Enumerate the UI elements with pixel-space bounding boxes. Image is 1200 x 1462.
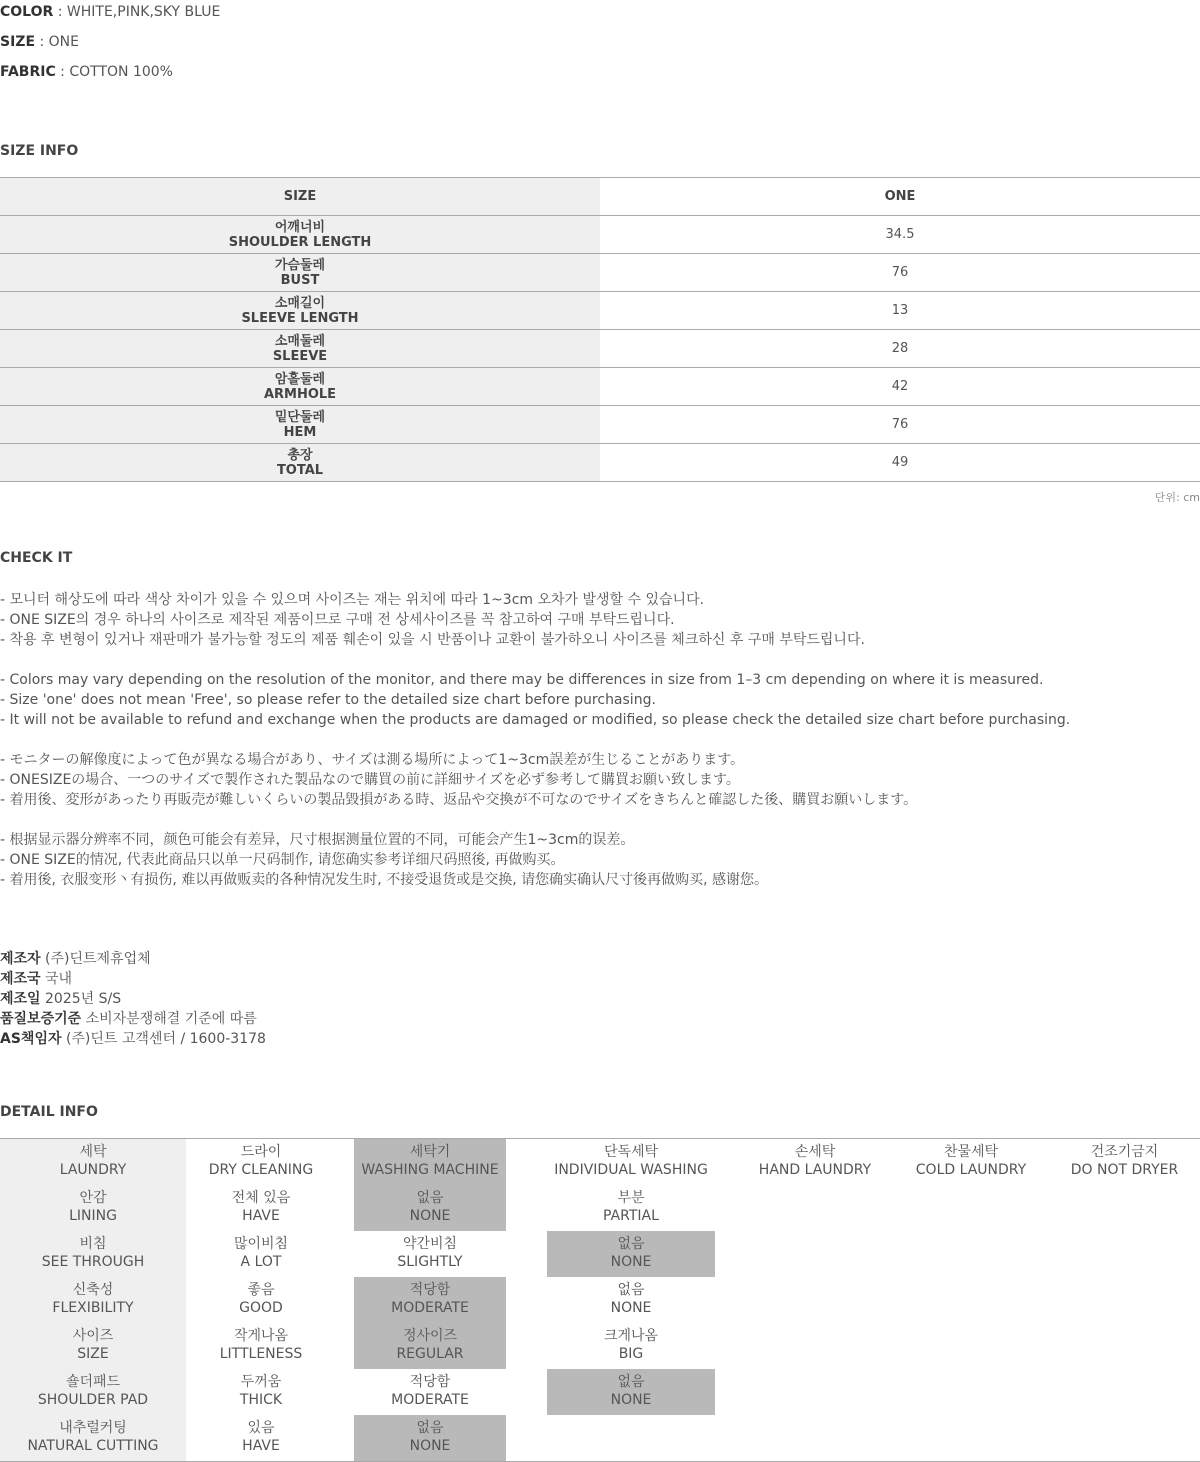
size-label-en: HEM [283,424,317,440]
detail-cell-ko: 많이비침 [233,1236,289,1252]
detail-cell-en: SIZE [77,1346,109,1362]
detail-cell-ko: 좋음 [247,1282,275,1298]
size-row-label [0,254,600,292]
size-label-en: SLEEVE LENGTH [241,310,359,326]
note-line: - ONE SIZE의 경우 하나의 사이즈로 제작된 제품이므로 구매 전 상세사이즈를 꼭 참고하여 구매 부탁드립니다. [0,612,675,628]
notes-group-chinese [0,830,1200,890]
detail-cell-ko: 안감 [79,1190,107,1206]
detail-info-title: DETAIL INFO [0,1104,98,1120]
detail-cell-en: HAVE [242,1208,280,1224]
detail-cell-ko: 비침 [79,1236,107,1252]
size-info-title: SIZE INFO [0,143,79,159]
detail-option-selected [354,1277,506,1323]
detail-cell-ko: 세탁 [79,1144,107,1160]
note-line: - Size 'one' does not mean 'Free', so please refer to the detailed size chart before purchasing. [0,692,656,708]
detail-cell-en: WASHING MACHINE [361,1162,499,1178]
check-it-title: CHECK IT [0,550,73,566]
detail-cell-en: DO NOT DRYER [1070,1162,1179,1178]
manufacturer-info [0,949,266,1049]
detail-cell-ko: 신축성 [72,1282,114,1298]
detail-option [186,1185,336,1231]
detail-info-table [0,1138,1200,1462]
spec-label: SIZE [0,34,36,50]
note-line: - 착용 후 변형이 있거나 재판매가 불가능할 정도의 제품 훼손이 있을 시 반품이나 교환이 불가하오니 사이즈를 체크하신 후 구매 부탁드립니다. [0,632,865,648]
detail-cell-ko: 없음 [617,1374,645,1390]
detail-option [186,1369,336,1415]
maker-value: (주)딘트 고객센터 / 1600-3178 [61,1031,266,1047]
size-label-ko: 밑단둘레 [274,409,326,425]
detail-cell-en: NONE [409,1438,451,1454]
detail-option [354,1369,506,1415]
detail-option-selected [547,1369,715,1415]
note-line: - 着用後, 衣服变形丶有损伤, 难以再做贩卖的各种情况发生时, 不接受退货或是交换, 请您确实确认尺寸後再做购买, 感谢您。 [0,872,769,888]
size-row-label [0,368,600,406]
size-row-value: 76 [600,254,1200,292]
detail-option [547,1185,715,1231]
maker-label: 제조자 [0,951,41,967]
table-row [0,178,1200,216]
detail-cell-ko: 건조기금지 [1090,1144,1159,1160]
maker-value: 국내 [40,971,73,987]
detail-cell-en: NONE [610,1254,652,1270]
detail-cell-ko: 두꺼움 [240,1374,282,1390]
detail-option [186,1415,336,1461]
detail-cell-ko: 적당함 [409,1282,451,1298]
detail-cell-ko: 전체 있음 [231,1190,291,1206]
detail-cell-ko: 손세탁 [794,1144,836,1160]
detail-cell-en: SHOULDER PAD [37,1392,149,1408]
maker-label: 품질보증기준 [0,1011,82,1027]
notes-group-japanese [0,750,1200,810]
size-label-en: BUST [280,272,320,288]
size-label-en: SLEEVE [272,348,328,364]
spec-fabric [0,64,173,80]
size-row-label [0,406,600,444]
detail-cell-en: HAVE [242,1438,280,1454]
table-row [0,292,1200,330]
detail-cell-ko: 없음 [617,1236,645,1252]
detail-option [547,1323,715,1369]
size-header-value: ONE [600,178,1200,216]
detail-row-label [0,1369,186,1415]
detail-cell-ko: 크게나옴 [603,1328,659,1344]
detail-cell-en: PARTIAL [603,1208,659,1224]
size-label-en: ARMHOLE [263,386,337,402]
detail-row-label [0,1231,186,1277]
maker-value: 2025년 S/S [40,991,122,1007]
table-row [0,444,1200,482]
detail-option [186,1323,336,1369]
spec-value: : COTTON 100% [55,64,173,80]
size-row-label [0,292,600,330]
size-row-value: 49 [600,444,1200,482]
size-table [0,177,1200,482]
note-line: - 根据显示器分辨率不同，颜色可能会有差异，尺寸根据测量位置的不同，可能会产生1~3cm的误差。 [0,832,635,848]
table-row [0,254,1200,292]
detail-cell-en: THICK [239,1392,283,1408]
detail-cell-ko: 찬물세탁 [943,1144,999,1160]
size-label-en: TOTAL [276,462,324,478]
detail-option-selected [354,1185,506,1231]
detail-cell-en: REGULAR [396,1346,464,1362]
size-row-value: 13 [600,292,1200,330]
detail-cell-ko: 드라이 [240,1144,282,1160]
detail-cell-en: HAND LAUNDRY [758,1162,872,1178]
table-row [0,406,1200,444]
detail-row-label [0,1185,186,1231]
maker-line [0,949,266,969]
table-row [0,330,1200,368]
maker-line [0,1009,266,1029]
detail-cell-en: NONE [610,1300,652,1316]
detail-option [715,1139,915,1185]
note-line: - 모니터 해상도에 따라 색상 차이가 있을 수 있으며 사이즈는 재는 위치에 따라 1~3cm 오차가 발생할 수 있습니다. [0,592,705,608]
size-label-ko: 소매둘레 [274,333,326,349]
detail-option [547,1139,715,1185]
maker-line [0,969,266,989]
note-line: - Colors may vary depending on the resolution of the monitor, and there may be differences in size from 1–3 cm depending on where it is measured. [0,672,1044,688]
detail-cell-ko: 세탁기 [409,1144,451,1160]
detail-cell-ko: 약간비침 [402,1236,458,1252]
detail-option-selected [354,1323,506,1369]
detail-cell-en: MODERATE [391,1392,469,1408]
size-unit-note: 단위: cm [1154,491,1200,504]
detail-option [186,1277,336,1323]
detail-option-selected [547,1231,715,1277]
size-label-en: SHOULDER LENGTH [228,234,372,250]
detail-cell-en: FLEXIBILITY [52,1300,134,1316]
detail-cell-en: INDIVIDUAL WASHING [554,1162,708,1178]
detail-cell-ko: 정사이즈 [402,1328,458,1344]
detail-cell-en: NONE [409,1208,451,1224]
detail-cell-en: DRY CLEANING [208,1162,314,1178]
size-header-label: SIZE [0,178,600,216]
size-row-label [0,444,600,482]
maker-line [0,1029,266,1049]
detail-cell-en: A LOT [240,1254,282,1270]
maker-label: 제조일 [0,991,41,1007]
size-row-value: 76 [600,406,1200,444]
detail-option [915,1139,1027,1185]
size-label-ko: 가슴둘레 [274,257,326,273]
detail-cell-ko: 부분 [617,1190,645,1206]
detail-cell-ko: 숄더패드 [65,1374,121,1390]
detail-option-selected [354,1139,506,1185]
size-row-label [0,330,600,368]
check-it-notes [0,590,1200,910]
detail-row-label [0,1277,186,1323]
table-row [0,368,1200,406]
detail-option [354,1231,506,1277]
size-label-ko: 어깨너비 [274,219,326,235]
detail-option [186,1231,336,1277]
detail-cell-ko: 단독세탁 [603,1144,659,1160]
maker-label: AS책임자 [0,1031,62,1047]
size-row-value: 34.5 [600,216,1200,254]
size-row-value: 28 [600,330,1200,368]
detail-cell-en: LITTLENESS [219,1346,303,1362]
detail-option-selected [354,1415,506,1461]
detail-cell-ko: 있음 [247,1420,275,1436]
detail-row-label [0,1415,186,1461]
detail-cell-ko: 사이즈 [72,1328,114,1344]
notes-group-korean [0,590,1200,650]
spec-value: : WHITE,PINK,SKY BLUE [53,4,221,20]
detail-cell-ko: 작게나옴 [233,1328,289,1344]
detail-row-label [0,1323,186,1369]
detail-option [1049,1139,1200,1185]
maker-value: 소비자분쟁해결 기준에 따름 [81,1011,257,1027]
size-label-ko: 암홀둘레 [274,371,326,387]
maker-value: (주)딘트제휴업체 [40,951,151,967]
detail-cell-en: SEE THROUGH [41,1254,145,1270]
spec-value: : ONE [35,34,79,50]
note-line: - モニターの解像度によって色が異なる場合があり、サイズは測る場所によって1~3cm誤差が生じることがあります。 [0,752,745,768]
size-label-ko: 소매길이 [274,295,326,311]
spec-label: COLOR [0,4,54,20]
note-line: - 着用後、変形があったり再販売が難しいくらいの製品毀損がある時、返品や交換が不可なのでサイズをきちんと確認した後、購買お願いします。 [0,792,918,808]
detail-option [186,1139,336,1185]
notes-group-english [0,670,1200,730]
size-row-value: 42 [600,368,1200,406]
detail-cell-en: LINING [69,1208,117,1224]
maker-line [0,989,266,1009]
detail-cell-en: NATURAL CUTTING [27,1438,159,1454]
detail-cell-ko: 없음 [416,1190,444,1206]
detail-cell-en: LAUNDRY [59,1162,127,1178]
detail-cell-ko: 없음 [416,1420,444,1436]
detail-cell-en: BIG [618,1346,644,1362]
detail-cell-ko: 적당함 [409,1374,451,1390]
maker-label: 제조국 [0,971,41,987]
table-row [0,216,1200,254]
spec-size [0,34,79,50]
detail-cell-en: NONE [610,1392,652,1408]
spec-label: FABRIC [0,64,56,80]
size-row-label [0,216,600,254]
note-line: - It will not be available to refund and exchange when the products are damaged or modified, so please check the detailed size chart before purchasing. [0,712,1071,728]
spec-color [0,4,220,20]
detail-cell-en: GOOD [239,1300,283,1316]
detail-option [547,1277,715,1323]
detail-cell-ko: 내추럴커팅 [59,1420,127,1436]
size-label-ko: 총장 [287,447,313,463]
detail-cell-en: SLIGHTLY [397,1254,463,1270]
note-line: - ONE SIZE的情况, 代表此商品只以单一尺码制作, 请您确实参考详细尺码照後, 再做购买。 [0,852,565,868]
detail-row-label [0,1139,186,1185]
note-line: - ONESIZEの場合、一つのサイズで製作された製品なので購買の前に詳細サイズを必ず参考して購買お願い致します。 [0,772,740,788]
detail-cell-ko: 없음 [617,1282,645,1298]
detail-cell-en: MODERATE [391,1300,469,1316]
detail-cell-en: COLD LAUNDRY [915,1162,1027,1178]
